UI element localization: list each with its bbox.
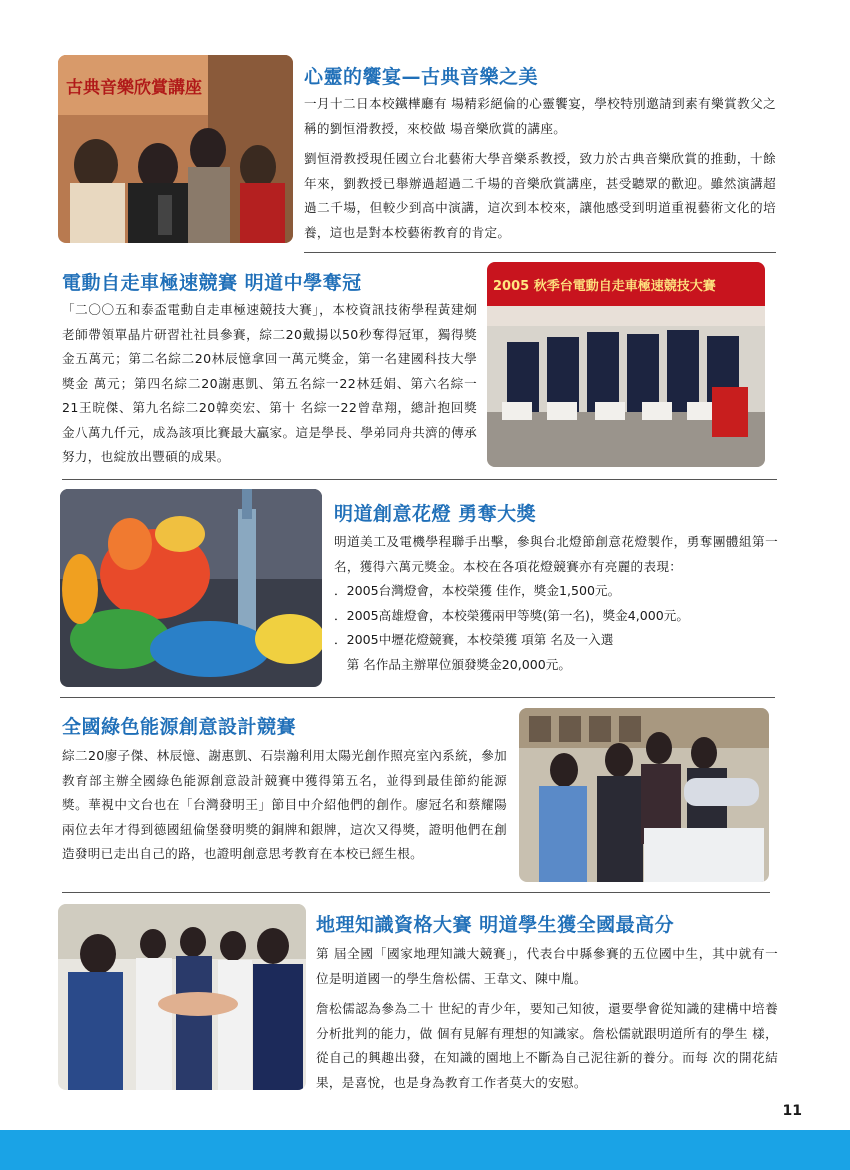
section-divider — [62, 892, 770, 893]
ev-race-team-photo — [487, 262, 765, 467]
geography-paragraph-2: 詹松儒認為參為二十 世紀的青少年，要知己知彼，還要學會從知識的建構中培養分析批判的能力，做 個有見解有理想的知識家。詹松儒就跟明道所有的學生 樣，從自己的興趣出發，在知識的園地上不斷為自己泥往新的養分。而每 次的開花結果，是喜悅，也是身為教育工作者莫大的安慰。 — [316, 1001, 778, 1090]
lantern-award-item: ．2005高雄燈會，本校榮獲兩甲等獎(第一名)，獎金4,000元。 — [334, 607, 689, 623]
green-energy-team-photo — [519, 708, 769, 882]
page-number: 11 — [782, 1103, 802, 1119]
section-divider — [304, 252, 776, 253]
geography-paragraph-1: 第 屆全國「國家地理知識大競賽」，代表台中縣參賽的五位國中生，其中就有一位是明道國一的學生詹松儒、王韋文、陳中胤。 — [316, 946, 778, 986]
lantern-award-item: ．2005中壢花燈競賽，本校榮獲 項第 名及一入選 — [334, 632, 614, 647]
green-energy-article — [62, 744, 507, 873]
lantern-awards-list — [334, 579, 778, 677]
section-divider — [62, 479, 777, 480]
ev-race-paragraph-1: 「二〇〇五和泰盃電動自走車極速競技大賽」，本校資訊技術學程黃建炯老師帶領單晶片研習社社員參賽，綜二20戴揚以50秒奪得冠軍，獨得獎金五萬元；第二名綜二20林辰憶拿回一萬元獎金，第一名建國科技大學獎金 萬元；第四名綜二20謝惠凱、第五名綜一22林廷娟、第六名綜一21王晥傑、第九名綜二20韓奕宏、第十 名綜一22曾韋翔，總計抱回獎金八萬九仟元，成為該項比賽最大贏家。這是學長、學弟同舟共濟的傳承努力，也綻放出豐碩的成果。 — [62, 302, 477, 464]
lantern-festival-photo — [60, 489, 322, 687]
lantern-award-item: ．2005台灣燈會，本校榮獲 佳作，獎金1,500元。 — [334, 583, 621, 598]
section-divider — [60, 697, 775, 698]
photo-banner-text: 古典音樂欣賞講座 — [66, 78, 202, 98]
concert-paragraph-1: 一月十二日本校鐵樺廳有 場精彩絕倫的心靈饗宴，學校特別邀請到素有樂賞教父之稱的劉恒滑教授，來校做 場音樂欣賞的講座。 — [304, 96, 776, 136]
section-title-lantern: 明道創意花燈 勇奪大獎 — [334, 503, 537, 525]
concert-paragraph-2: 劉恒滑教授現任國立台北藝術大學音樂系教授，致力於古典音樂欣賞的推動，十餘年來，劉教授已舉辦過超過二千場的音樂欣賞講座，甚受聽眾的歡迎。雖然演講超過二千場，但較少到高中演講，這次到本校來，讓他感受到明道重視藝術文化的培養，這也是對本校藝術教育的肯定。 — [304, 151, 776, 240]
bottom-color-bar — [0, 1130, 850, 1170]
ev-race-article — [62, 298, 477, 476]
lantern-award-item: 第 名作品主辦單位頒發獎金20,000元。 — [334, 656, 571, 672]
geography-article — [316, 942, 778, 1101]
green-energy-paragraph-1: 綜二20廖子傑、林辰憶、謝惠凱、石崇瀚利用太陽光創作照亮室內系統，參加教育部主辦全國綠色能源創意設計競賽中獲得第五名，並得到最佳節約能源獎。華視中文台也在「台灣發明王」節目中介紹他們的創作。廖冠名和蔡耀陽兩位去年才得到德國紐倫堡發明獎的銅牌和銀牌，這次又得獎，證明他們在創造發明已走出自己的路，也證明創意思考教育在本校已經生根。 — [62, 748, 507, 861]
section-title-geography: 地理知識資格大賽 明道學生獲全國最高分 — [316, 914, 675, 936]
photo-banner-text: 2005 秋季台電動自走車極速競技大賽 — [493, 279, 716, 294]
concert-article — [304, 92, 776, 251]
lantern-article — [334, 530, 778, 579]
section-title-ev-race: 電動自走車極速競賽 明道中學奪冠 — [62, 272, 362, 294]
geography-students-photo — [58, 904, 306, 1090]
section-title-green-energy: 全國綠色能源創意設計競賽 — [62, 716, 297, 738]
concert-lecture-photo — [58, 55, 293, 243]
section-title-concert: 心靈的饗宴—古典音樂之美 — [304, 66, 539, 88]
lantern-paragraph-1: 明道美工及電機學程聯手出擊，參與台北燈節創意花燈製作，勇奪團體組第一名，獲得六萬元獎金。本校在各項花燈競賽亦有亮麗的表現： — [334, 534, 778, 574]
